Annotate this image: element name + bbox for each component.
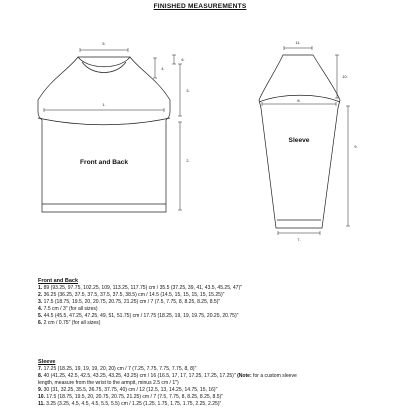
front-back-schematic xyxy=(38,48,185,212)
yoke-curve xyxy=(38,118,170,125)
measurement-row: 7. 17.25 (18.25, 19, 19, 19, 20, 20) cm / 7 (7.25, 7.75, 7.75, 7.75, 8, 8)" xyxy=(38,366,197,372)
front-back-heading: Front and Back xyxy=(38,278,79,284)
marker-8: 8. xyxy=(297,99,301,103)
marker-6: 6. xyxy=(181,58,185,62)
sleeve-label: Sleeve xyxy=(288,137,310,144)
front-back-measurements xyxy=(38,278,378,328)
sleeve-measurements xyxy=(38,359,378,409)
measurement-row: 4. 7.5 cm / 3" (for all sizes) xyxy=(38,306,98,313)
marker-5: 5. xyxy=(102,42,106,46)
measurement-row: 3. 17.5 (18.75, 19.5, 20, 20.75, 20.75, 21.25) cm / 7 (7.5, 7.75, 8, 8.25, 8.25, 8.5)" xyxy=(38,299,221,306)
marker-10: 10. xyxy=(342,75,348,79)
marker-9: 9. xyxy=(354,145,358,149)
measurement-row: 5. 44.5 (45.5, 47.25, 47.25, 49, 51, 51.75) cm / 17.75 (18.25, 19, 19, 19.75, 20.25, 20.75)" xyxy=(38,313,239,320)
front-back-outline xyxy=(38,57,170,212)
marker-2: 2. xyxy=(186,159,190,163)
neckline-curve xyxy=(78,57,130,67)
measurement-row: 6. 2 cm / 0.75" (for all sizes) xyxy=(38,320,101,327)
marker-4: 4. xyxy=(161,67,165,71)
neckline-inner-curve xyxy=(82,62,126,73)
front-back-label: Front and Back xyxy=(80,159,128,166)
measurement-row: 2. 36.25 (36.25, 37.5, 37.5, 37.5, 37.5, 38.5) cm / 14.5 (14.5, 15, 15, 15, 15, 15.25)" xyxy=(38,292,225,299)
measurement-row: 1. 89 (93.25, 97.75, 102.25, 109, 113.25, 117.75) cm / 35.5 (37.25, 39, 41, 43.5, 45.25, 47)" xyxy=(38,285,242,291)
measurement-row: 10. 17.5 (18.75, 19.5, 20, 20.75, 20.75, 21.25) cm / 7 (7.5, 7.75, 8, 8.25, 8.25, 8.5)" xyxy=(38,394,224,401)
marker-1: 1. xyxy=(102,103,106,107)
marker-3: 3. xyxy=(186,89,190,93)
marker-7: 7. xyxy=(297,238,301,242)
measurement-row: 9. 30 (31, 32.25, 35.5, 36.75, 37.75, 40) cm / 12 (12.5, 13, 14.25, 14.75, 15, 16)" xyxy=(38,387,218,394)
measurement-row: 8. 40 (41.25, 42.5, 42.5, 43.25, 43.25, 43.25) cm / 16 (16.5, 17, 17, 17.25, 17.25, 17.25)" (Note: for a custom sleeve xyxy=(38,373,297,380)
measurement-row: length, measure from the wrist to the armpit, minus 2.5 cm / 1") xyxy=(38,380,179,387)
marker-11: 11. xyxy=(295,41,301,45)
sleeve-heading: Sleeve xyxy=(38,359,56,365)
page-title: FINISHED MEASUREMENTS xyxy=(153,3,247,10)
measurement-row: 11. 3.25 (3.25, 4.5, 4.5, 4.5, 5.5, 5.5) cm / 1.25 (1.25, 1.75, 1.75, 1.75, 2.25, 2.25)" xyxy=(38,401,222,408)
